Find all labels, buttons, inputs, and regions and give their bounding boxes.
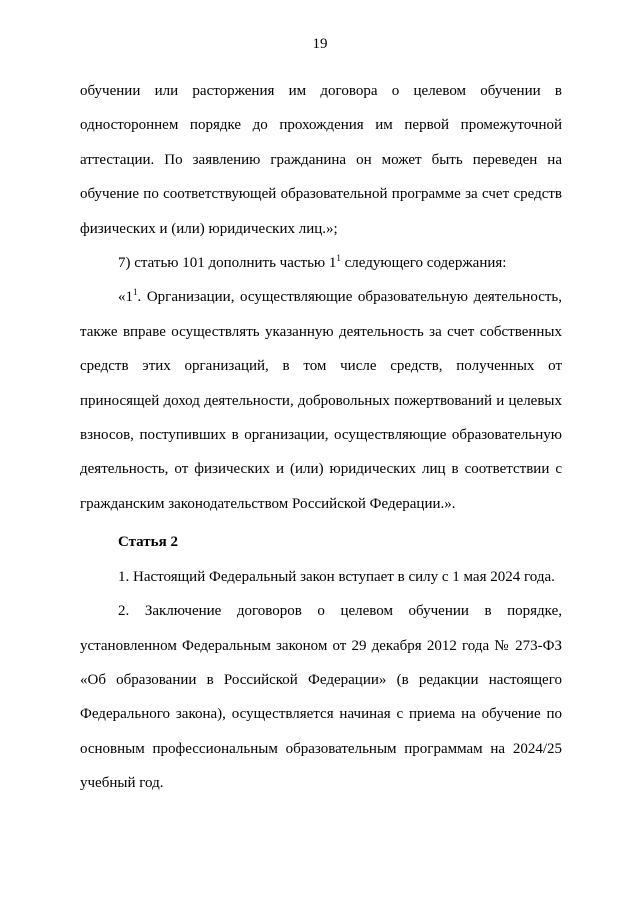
page-number: 19 <box>312 36 328 52</box>
paragraph-article2-part1: 1. Настоящий Федеральный закон вступает в силу с 1 мая 2024 года. <box>118 568 555 585</box>
superscript: 1 <box>133 287 138 298</box>
part-text: . Организации, осуществляющие образовательную деятельность, также вправе осуществлять указанную деятельность за счет собственных средств этих организаций, в том числе средств, полученных от приносящей доход деятельности, добровольных пожертвований и целевых взносов, поступивших в организации, осуществляющие образовательную деятельность, от физических и (или) юридических лиц в соответствии с гражданским законодательством Российской Федерации.». <box>80 289 562 512</box>
paragraph-continuation: обучении или расторжения им договора о целевом обучении в одностороннем порядке до прохождения им первой промежуточной аттестации. По заявлению гражданина он может быть переведен на обучение по соответствующей образовательной программе за счет средств физических и (или) юридических лиц.»; <box>80 83 562 237</box>
superscript: 1 <box>336 253 341 264</box>
part-number: «1 <box>118 289 133 306</box>
paragraph-amendment-item-7 <box>80 246 562 280</box>
document-body <box>80 74 562 801</box>
article-heading: Статья 2 <box>118 534 178 551</box>
amendment-text-end: следующего содержания: <box>340 255 507 272</box>
paragraph-article2-part2: 2. Заключение договоров о целевом обучении в порядке, установленном Федеральным законом от 29 декабря 2012 года № 273-ФЗ «Об образовании в Российской Федерации» (в редакции настоящего Федерального закона), осуществляется начиная с приема на обучение по основным профессиональным образовательным программам на 2024/25 учебный год. <box>80 603 562 792</box>
amendment-text: 7) статью 101 дополнить частью 1 <box>118 255 337 272</box>
paragraph-new-part <box>80 280 562 521</box>
